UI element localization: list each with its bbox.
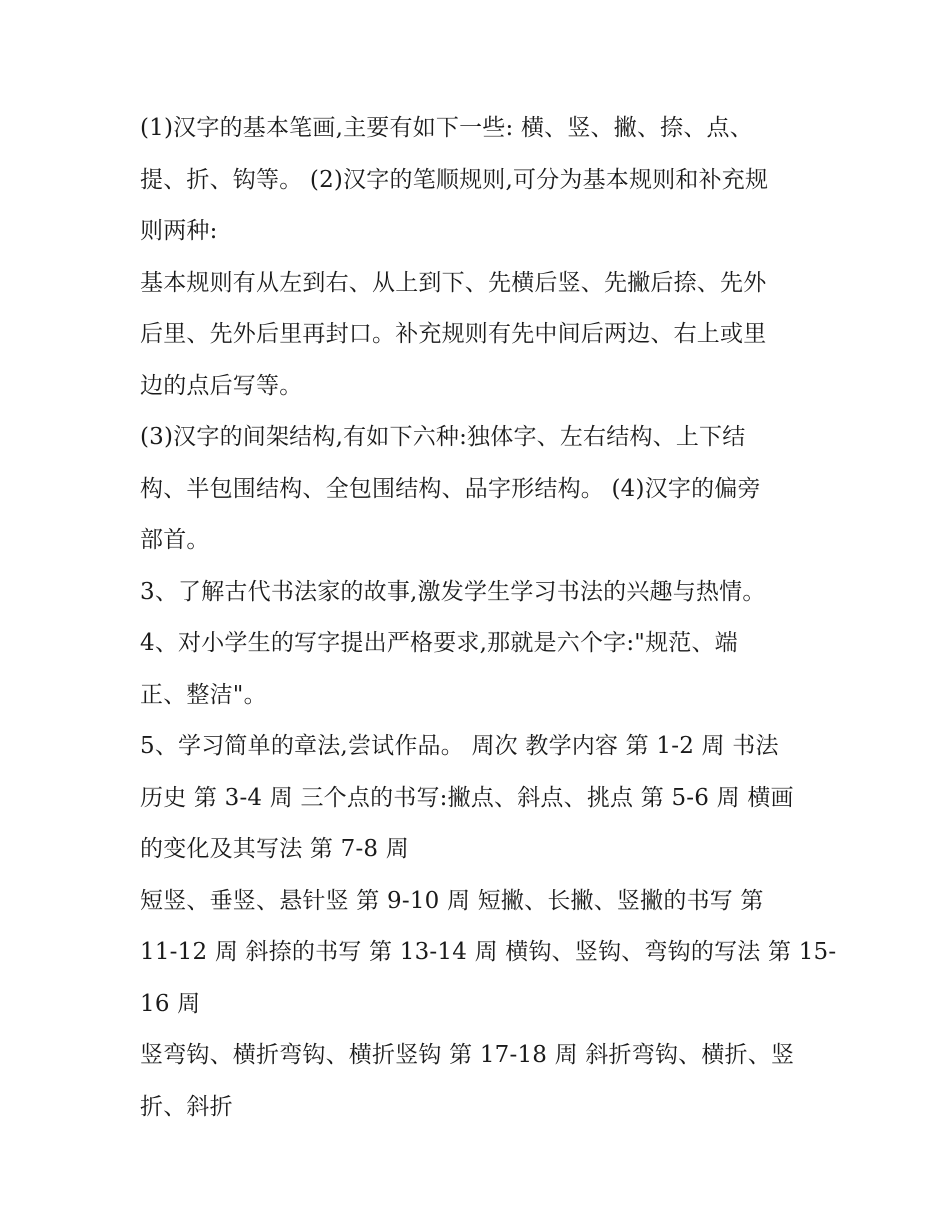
text-line: 5、学习简单的章法,尝试作品。 周次 教学内容 第 1-2 周 书法 (140, 733, 779, 759)
text-line: 部首。 (140, 527, 210, 553)
text-line: 4、对小学生的写字提出严格要求,那就是六个字:"规范、端 (140, 630, 738, 656)
text-line: 后里、先外后里再封口。补充规则有先中间后两边、右上或里 (140, 321, 767, 347)
text-line: 折、斜折 (140, 1093, 233, 1120)
text-line: (1)汉字的基本笔画,主要有如下一些: 横、竖、撇、捺、点、 (140, 115, 753, 141)
paragraph-item-5-schedule (140, 721, 820, 876)
text-line: 提、折、钩等。 (2)汉字的笔顺规则,可分为基本规则和补充规 (140, 166, 769, 193)
text-line: 基本规则有从左到右、从上到下、先横后竖、先撇后捺、先外 (140, 269, 767, 296)
paragraph-basic-rules (140, 258, 820, 413)
paragraph-item-3 (140, 567, 820, 619)
paragraph-strokes-and-order (140, 103, 820, 258)
text-line: 正、整洁"。 (140, 681, 267, 708)
text-line: 3、了解古代书法家的故事,激发学生学习书法的兴趣与热情。 (140, 578, 766, 605)
paragraph-schedule-final (140, 1030, 820, 1133)
text-line: 则两种: (140, 218, 218, 244)
text-line: 历史 第 3-4 周 三个点的书写:撇点、斜点、挑点 第 5-6 周 横画 (140, 784, 794, 811)
paragraph-item-4 (140, 618, 820, 721)
paragraph-structure (140, 412, 820, 567)
document-page (140, 103, 837, 1133)
paragraph-schedule-continued (140, 876, 837, 1031)
text-line: 短竖、垂竖、悬针竖 第 9-10 周 短撇、长撇、竖撇的书写 第 (140, 887, 764, 914)
text-line: (3)汉字的间架结构,有如下六种:独体字、左右结构、上下结 (140, 424, 746, 450)
text-line: 16 周 (140, 990, 201, 1017)
text-line: 边的点后写等。 (140, 372, 303, 399)
text-line: 竖弯钩、横折弯钩、横折竖钩 第 17-18 周 斜折弯钩、横折、竖 (140, 1042, 795, 1068)
text-line: 11-12 周 斜捺的书写 第 13-14 周 横钩、竖钩、弯钩的写法 第 15- (140, 939, 837, 965)
text-line: 的变化及其写法 第 7-8 周 (140, 836, 409, 862)
text-line: 构、半包围结构、全包围结构、品字形结构。 (4)汉字的偏旁 (140, 475, 761, 502)
